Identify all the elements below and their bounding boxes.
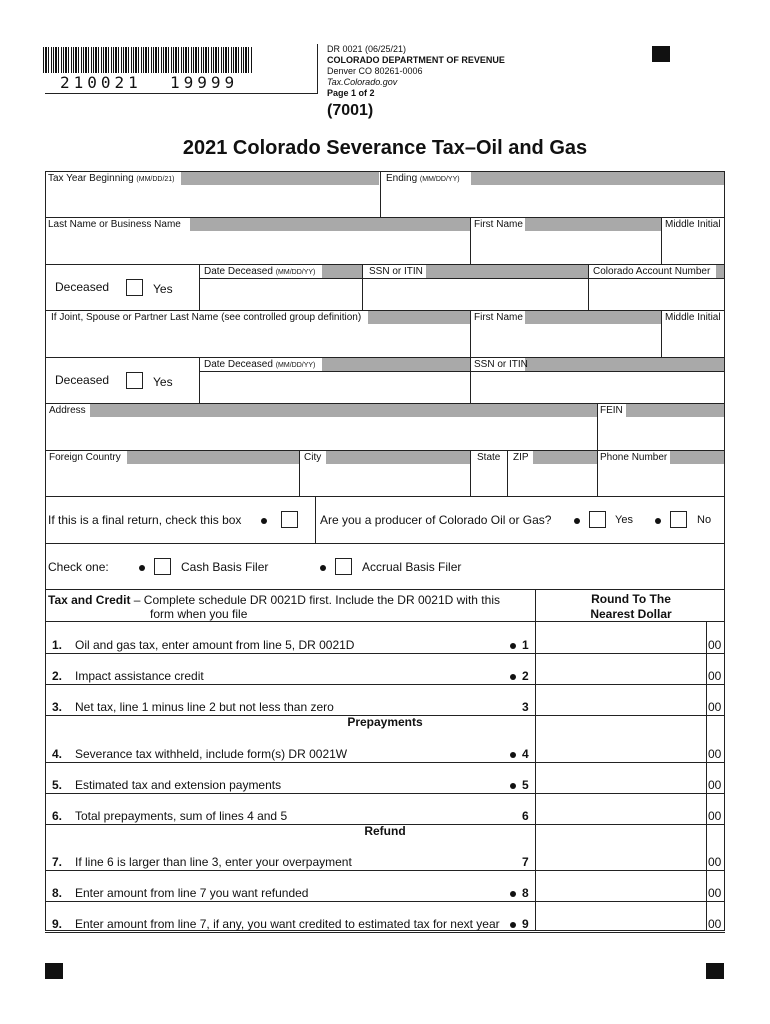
accrual-basis-label: Accrual Basis Filer: [362, 560, 462, 574]
line-description: Enter amount from line 7, if any, you want credited to estimated tax for next year: [75, 917, 500, 931]
last-name-input[interactable]: [46, 232, 470, 263]
foreign-country-label: Foreign Country: [49, 452, 121, 463]
barcode-underline: [45, 93, 317, 94]
line-amount-input[interactable]: [536, 765, 706, 793]
row-line: [45, 653, 725, 654]
bullet-icon: [510, 752, 516, 758]
row-line: [45, 543, 725, 544]
phone-shade: [670, 451, 724, 464]
spouse-last-shade: [368, 311, 470, 324]
address-label: Address: [49, 405, 86, 416]
row-line: [45, 901, 725, 902]
fein-input[interactable]: [598, 418, 724, 449]
line-amount-input[interactable]: [536, 656, 706, 684]
zip-label: ZIP: [513, 452, 529, 463]
producer-yes-checkbox[interactable]: [589, 511, 606, 528]
row-line: [45, 870, 725, 871]
deceased-checkbox[interactable]: [126, 279, 143, 296]
line-number: 7.: [52, 855, 63, 869]
spouse-ssn-input[interactable]: [471, 372, 724, 402]
row-line: [45, 684, 725, 685]
line-ref: 8: [522, 886, 529, 900]
row-line: [45, 793, 725, 794]
account-shade: [716, 265, 724, 278]
spouse-last-name-label: If Joint, Spouse or Partner Last Name (see controlled group definition): [51, 312, 362, 323]
line-cents: 00: [708, 778, 722, 792]
barcode-number-left: 210021: [60, 73, 142, 92]
ssn-input[interactable]: [363, 279, 588, 310]
line-description: Estimated tax and extension payments: [75, 778, 282, 792]
line-number: 8.: [52, 886, 63, 900]
first-name-input[interactable]: [471, 232, 661, 263]
line-description: Total prepayments, sum of lines 4 and 5: [75, 809, 288, 823]
last-name-shade: [190, 218, 470, 231]
barcode: [43, 47, 253, 73]
phone-input[interactable]: [598, 465, 724, 496]
line-number: 3.: [52, 700, 63, 714]
ssn-label: SSN or ITIN: [369, 266, 423, 277]
line-number: 4.: [52, 747, 63, 761]
ending-input[interactable]: [381, 186, 724, 217]
first-name-shade: [525, 218, 661, 231]
line-cents: 00: [708, 669, 722, 683]
final-return-checkbox[interactable]: [281, 511, 298, 528]
fein-label: FEIN: [600, 405, 623, 416]
first-name-label: First Name: [474, 219, 523, 230]
bullet-icon: [655, 518, 661, 524]
foreign-country-input[interactable]: [46, 465, 299, 496]
check-one-label: Check one:: [48, 560, 109, 574]
deceased-yes-label: Yes: [153, 282, 173, 296]
registration-mark-bottom-right: [706, 963, 724, 979]
spouse-middle-initial-label: Middle Initial: [665, 312, 721, 323]
address-input[interactable]: [46, 418, 597, 449]
line-amount-input[interactable]: [536, 904, 706, 932]
line-ref: 1: [522, 638, 529, 652]
spouse-first-name-input[interactable]: [471, 325, 661, 356]
tax-credit-heading-line2: form when you file: [150, 607, 248, 621]
line-amount-input[interactable]: [536, 873, 706, 901]
account-number-label: Colorado Account Number: [593, 266, 711, 277]
line-description: Enter amount from line 7 you want refunded: [75, 886, 309, 900]
line-cents: 00: [708, 700, 722, 714]
state-input[interactable]: [471, 465, 507, 496]
bullet-icon: [510, 674, 516, 680]
registration-mark-bottom-left: [45, 963, 63, 979]
line-ref: 5: [522, 778, 529, 792]
middle-initial-label: Middle Initial: [665, 219, 721, 230]
form-code: (7001): [327, 102, 374, 119]
producer-yes-label: Yes: [615, 514, 633, 526]
spouse-deceased-checkbox[interactable]: [126, 372, 143, 389]
spouse-last-name-input[interactable]: [46, 325, 470, 356]
last-name-label: Last Name or Business Name: [48, 219, 181, 230]
row-line: [45, 762, 725, 763]
line-number: 5.: [52, 778, 63, 792]
state-label: State: [477, 452, 501, 463]
city-shade: [326, 451, 470, 464]
line-number: 6.: [52, 809, 63, 823]
line-ref: 4: [522, 747, 529, 761]
line-number: 1.: [52, 638, 63, 652]
line-ref: 3: [522, 700, 529, 714]
cents-column-divider: [706, 621, 707, 931]
tax-year-begin-input[interactable]: [46, 186, 380, 217]
registration-mark-top-right: [652, 46, 670, 62]
line-number: 9.: [52, 917, 63, 931]
tax-year-begin-label: Tax Year Beginning (MM/DD/21): [48, 173, 175, 184]
date-deceased-label: Date Deceased (MM/DD/YY): [204, 266, 316, 277]
spouse-first-name-label: First Name: [474, 312, 523, 323]
line-ref: 7: [522, 855, 529, 869]
line-description: Net tax, line 1 minus line 2 but not less than zero: [75, 700, 334, 714]
spouse-date-shade: [322, 358, 470, 371]
website: Tax.Colorado.gov: [327, 77, 398, 87]
middle-initial-input[interactable]: [662, 232, 724, 263]
bullet-icon: [261, 518, 267, 524]
spouse-deceased-label: Deceased: [55, 373, 110, 387]
line-amount-input[interactable]: [536, 687, 706, 715]
line-amount-input[interactable]: [536, 796, 706, 824]
barcode-number-right: 19999: [170, 73, 239, 92]
page-number: Page 1 of 2: [327, 88, 375, 98]
line-ref: 9: [522, 917, 529, 931]
date-deceased-shade: [322, 265, 362, 278]
round-heading-1: Round To The: [591, 592, 671, 606]
v-divider: [315, 496, 316, 543]
refund-heading: Refund: [364, 824, 406, 838]
date-deceased-input[interactable]: [200, 279, 362, 310]
tax-year-begin-shade: [181, 172, 379, 185]
phone-label: Phone Number: [600, 452, 668, 463]
bullet-icon: [510, 783, 516, 789]
final-return-label: If this is a final return, check this box: [48, 513, 242, 527]
zip-input[interactable]: [508, 465, 597, 496]
prepayments-heading: Prepayments: [347, 715, 423, 729]
tax-credit-heading: Tax and Credit – Complete schedule DR 0021D first. Include the DR 0021D with this: [48, 593, 500, 607]
department-address: Denver CO 80261-0006: [327, 66, 423, 76]
cash-basis-label: Cash Basis Filer: [181, 560, 269, 574]
spouse-ssn-shade: [525, 358, 724, 371]
line-description: Impact assistance credit: [75, 669, 204, 683]
fein-shade: [626, 404, 724, 417]
line-description: Severance tax withheld, include form(s) DR 0021W: [75, 747, 348, 761]
ending-label: Ending (MM/DD/YY): [386, 173, 460, 184]
city-input[interactable]: [300, 465, 470, 496]
bullet-icon: [574, 518, 580, 524]
row-line: [45, 932, 725, 933]
ssn-shade: [426, 265, 588, 278]
deceased-label: Deceased: [55, 280, 110, 294]
producer-question: Are you a producer of Colorado Oil or Gas?: [320, 513, 552, 527]
line-cents: 00: [708, 747, 722, 761]
row-line: [45, 621, 725, 622]
bullet-icon: [510, 643, 516, 649]
form-title: 2021 Colorado Severance Tax–Oil and Gas: [182, 137, 588, 159]
line-ref: 2: [522, 669, 529, 683]
department: COLORADO DEPARTMENT OF REVENUE: [327, 55, 505, 65]
spouse-deceased-yes-label: Yes: [153, 375, 173, 389]
round-heading-2: Nearest Dollar: [590, 607, 672, 621]
spouse-date-deceased-label: Date Deceased (MM/DD/YY): [204, 359, 316, 370]
country-shade: [127, 451, 299, 464]
line-cents: 00: [708, 638, 722, 652]
line-cents: 00: [708, 886, 722, 900]
producer-no-label: No: [697, 514, 712, 526]
line-amount-input[interactable]: [536, 842, 706, 870]
line-ref: 6: [522, 809, 529, 823]
bullet-icon: [510, 922, 516, 928]
bullet-icon: [510, 891, 516, 897]
ending-shade: [471, 172, 724, 185]
bullet-icon: [320, 565, 326, 571]
zip-shade: [533, 451, 597, 464]
spouse-date-deceased-input[interactable]: [200, 372, 470, 402]
spouse-middle-initial-input[interactable]: [662, 325, 724, 356]
form-id: DR 0021 (06/25/21): [327, 44, 407, 54]
bullet-icon: [139, 565, 145, 571]
cash-basis-checkbox[interactable]: [154, 558, 171, 575]
line-cents: 00: [708, 917, 722, 931]
spouse-first-shade: [525, 311, 661, 324]
producer-no-checkbox[interactable]: [670, 511, 687, 528]
city-label: City: [304, 452, 322, 463]
spouse-ssn-label: SSN or ITIN: [474, 359, 528, 370]
line-number: 2.: [52, 669, 63, 683]
account-number-input[interactable]: [589, 279, 724, 310]
line-amount-input[interactable]: [536, 734, 706, 762]
line-description: If line 6 is larger than line 3, enter your overpayment: [75, 855, 352, 869]
line-cents: 00: [708, 809, 722, 823]
line-amount-input[interactable]: [536, 625, 706, 653]
line-description: Oil and gas tax, enter amount from line 5, DR 0021D: [75, 638, 355, 652]
line-cents: 00: [708, 855, 722, 869]
address-shade: [90, 404, 597, 417]
accrual-basis-checkbox[interactable]: [335, 558, 352, 575]
header-divider: [317, 44, 318, 94]
row-line: [45, 264, 725, 265]
